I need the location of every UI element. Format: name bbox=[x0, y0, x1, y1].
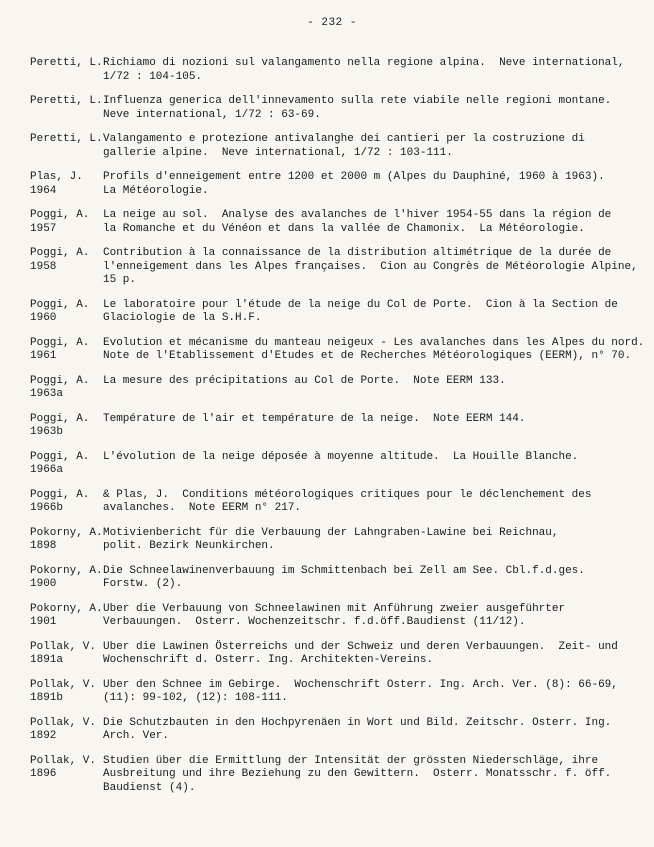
entry-author-year bbox=[30, 375, 103, 402]
entry-year: 1901 bbox=[30, 616, 57, 628]
entry-author-year bbox=[30, 57, 103, 84]
bibliography-entry bbox=[30, 679, 634, 706]
entry-year: 1900 bbox=[30, 578, 57, 590]
entry-author-year bbox=[30, 337, 103, 364]
bibliography-entry bbox=[30, 527, 634, 554]
entry-line: Wochenschrift d. Osterr. Ing. Architekten-Vereins. bbox=[103, 654, 434, 666]
entry-author: Pokorny, A. bbox=[30, 564, 103, 577]
entry-year: 1891a bbox=[30, 654, 64, 666]
entry-author-year bbox=[30, 717, 103, 744]
entry-author-year bbox=[30, 679, 103, 706]
entry-line: Le laboratoire pour l'étude de la neige du Col de Porte. Cion à la Section de bbox=[103, 298, 618, 311]
entry-author: Pollak, V. bbox=[30, 678, 97, 691]
entry-line: polit. Bezirk Neunkirchen. bbox=[103, 540, 275, 552]
entry-line: la Romanche et du Vénéon et dans la vallée de Chamonix. La Météorologie. bbox=[103, 222, 585, 235]
entry-author: Poggi, A. bbox=[30, 450, 90, 463]
entry-line: Profils d'enneigement entre 1200 et 2000 m (Alpes du Dauphiné, 1960 à 1963). bbox=[103, 171, 605, 183]
bibliography-entry bbox=[30, 565, 634, 592]
entry-author: Pokorny, A. bbox=[30, 526, 103, 539]
entry-line: 15 p. bbox=[103, 274, 137, 286]
entry-text bbox=[103, 489, 634, 516]
entry-author: Pollak, V. bbox=[30, 640, 97, 653]
entry-line: Ausbreitung und ihre Beziehung zu den Gewittern. Osterr. Monatsschr. f. öff. bbox=[103, 768, 612, 780]
entry-text bbox=[103, 95, 634, 122]
bibliography-entry bbox=[30, 489, 634, 516]
entry-author: Poggi, A. bbox=[30, 374, 90, 387]
entry-text bbox=[103, 603, 634, 630]
bibliography-entry bbox=[30, 133, 634, 160]
entry-author-year bbox=[30, 209, 103, 236]
entry-line: 1/72 : 104-105. bbox=[103, 70, 203, 83]
entry-author: Peretti, L. bbox=[30, 133, 103, 145]
entry-author: Poggi, A. bbox=[30, 488, 90, 501]
entry-line: (11): 99-102, (12): 108-111. bbox=[103, 692, 288, 704]
entry-line: & Plas, J. Conditions météorologiques critiques pour le déclenchement des bbox=[103, 488, 592, 501]
entry-author: Pollak, V. bbox=[30, 754, 97, 767]
bibliography-entry bbox=[30, 247, 638, 288]
entry-line: Verbauungen. Osterr. Wochenzeitschr. f.d.öff.Baudienst (11/12). bbox=[103, 616, 526, 628]
entry-text bbox=[103, 171, 634, 198]
entry-line: Forstw. (2). bbox=[103, 578, 183, 590]
entry-text bbox=[103, 375, 634, 402]
entry-author-year bbox=[30, 603, 103, 630]
bibliography-entry bbox=[30, 717, 634, 744]
entry-line: gallerie alpine. Neve international, 1/72 : 103-111. bbox=[103, 146, 453, 159]
entry-line: avalanches. Note EERM n° 217. bbox=[103, 502, 302, 514]
entry-author-year bbox=[30, 299, 103, 326]
entry-text bbox=[103, 133, 634, 160]
entry-line: La Météorologie. bbox=[103, 184, 209, 197]
entry-year: 1964 bbox=[30, 184, 57, 197]
entry-author: Pollak, V. bbox=[30, 716, 97, 729]
bibliography-entry bbox=[30, 641, 634, 668]
entry-author: Poggi, A. bbox=[30, 412, 90, 425]
entry-author-year bbox=[30, 95, 103, 122]
bibliography-list bbox=[30, 57, 645, 795]
page-number: - 232 - bbox=[307, 17, 357, 29]
entry-line: Température de l'air et température de la neige. Note EERM 144. bbox=[103, 412, 526, 425]
entry-author-year bbox=[30, 171, 103, 198]
entry-line: Uber den Schnee im Gebirge. Wochenschrift Osterr. Ing. Arch. Ver. (8): 66-69, bbox=[103, 678, 618, 691]
entry-line: Richiamo di nozioni sul valangamento nella regione alpina. Neve international, bbox=[103, 57, 625, 69]
entry-line: Neve international, 1/72 : 63-69. bbox=[103, 108, 321, 121]
bibliography-entry bbox=[30, 413, 634, 440]
entry-author: Pokorny, A. bbox=[30, 602, 103, 615]
bibliography-entry bbox=[30, 755, 634, 796]
entry-year: 1966a bbox=[30, 464, 64, 476]
entry-text bbox=[103, 247, 638, 288]
entry-year: 1892 bbox=[30, 730, 57, 742]
entry-year: 1963b bbox=[30, 426, 64, 438]
bibliography-entry bbox=[30, 603, 634, 630]
entry-year: 1957 bbox=[30, 222, 57, 235]
entry-author: Poggi, A. bbox=[30, 209, 90, 221]
bibliography-entry bbox=[30, 299, 634, 326]
entry-line: Note de l'Etablissement d'Etudes et de Recherches Météorologiques (EERM), n° 70. bbox=[103, 350, 632, 362]
entry-line: Arch. Ver. bbox=[103, 730, 170, 742]
entry-author: Plas, J. bbox=[30, 171, 83, 183]
entry-author: Peretti, L. bbox=[30, 57, 103, 69]
entry-author-year bbox=[30, 451, 103, 478]
entry-line: Baudienst (4). bbox=[103, 781, 196, 794]
entry-text bbox=[103, 413, 634, 440]
entry-year: 1898 bbox=[30, 540, 57, 552]
entry-line: Evolution et mécanisme du manteau neigeux - Les avalanches dans les Alpes du nord. bbox=[103, 336, 645, 349]
bibliography-entry bbox=[30, 171, 634, 198]
bibliography-entry bbox=[30, 451, 634, 478]
entry-year: 1891b bbox=[30, 692, 64, 704]
entry-text bbox=[103, 451, 634, 478]
entry-year: 1966b bbox=[30, 502, 64, 514]
entry-author: Poggi, A. bbox=[30, 247, 90, 259]
bibliography-entry bbox=[30, 95, 634, 122]
entry-author: Peretti, L. bbox=[30, 95, 103, 107]
entry-year: 1896 bbox=[30, 768, 57, 780]
entry-line: Uber die Lawinen Österreichs und der Schweiz und deren Verbauungen. Zeit- und bbox=[103, 640, 618, 653]
entry-text bbox=[103, 527, 634, 554]
entry-text bbox=[103, 679, 634, 706]
bibliography-entry bbox=[30, 336, 645, 364]
entry-author-year bbox=[30, 247, 103, 288]
entry-text bbox=[103, 336, 645, 364]
entry-line: Die Schneelawinenverbauung im Schmittenbach bei Zell am See. Cbl.f.d.ges. bbox=[103, 564, 585, 577]
entry-author-year bbox=[30, 489, 103, 516]
entry-year: 1963a bbox=[30, 388, 64, 400]
bibliography-entry bbox=[30, 57, 634, 84]
entry-line: Studien über die Ermittlung der Intensität der grössten Niederschläge, ihre bbox=[103, 754, 599, 767]
entry-text bbox=[103, 209, 634, 236]
entry-line: Glaciologie de la S.H.F. bbox=[103, 312, 262, 324]
entry-line: Motivienbericht für die Verbauung der Lahngraben-Lawine bei Reichnau, bbox=[103, 526, 559, 539]
entry-text bbox=[103, 57, 634, 84]
entry-text bbox=[103, 641, 634, 668]
bibliography-entry bbox=[30, 375, 634, 402]
entry-author-year bbox=[30, 565, 103, 592]
entry-year: 1960 bbox=[30, 312, 57, 324]
entry-line: Die Schutzbauten in den Hochpyrenäen in Wort und Bild. Zeitschr. Osterr. Ing. bbox=[103, 716, 612, 729]
entry-line: La mesure des précipitations au Col de Porte. Note EERM 133. bbox=[103, 374, 506, 387]
entry-line: l'enneigement dans les Alpes françaises. Cion au Congrès de Météorologie Alpine, bbox=[103, 260, 638, 273]
entry-line: L'évolution de la neige déposée à moyenne altitude. La Houille Blanche. bbox=[103, 450, 579, 463]
bibliography-entry bbox=[30, 209, 634, 236]
entry-author-year bbox=[30, 641, 103, 668]
entry-author-year bbox=[30, 413, 103, 440]
entry-author-year bbox=[30, 133, 103, 160]
entry-author-year bbox=[30, 755, 103, 796]
entry-line: Valangamento e protezione antivalanghe dei cantieri per la costruzione di bbox=[103, 133, 585, 145]
entry-author: Poggi, A. bbox=[30, 298, 90, 311]
entry-text bbox=[103, 717, 634, 744]
entry-text bbox=[103, 299, 634, 326]
entry-line: Uber die Verbauung von Schneelawinen mit Anführung zweier ausgeführter bbox=[103, 602, 566, 615]
entry-line: Influenza generica dell'innevamento sulla rete viabile nelle regioni montane. bbox=[103, 95, 612, 107]
entry-line: La neige au sol. Analyse des avalanches de l'hiver 1954-55 dans la région de bbox=[103, 209, 612, 221]
entry-year: 1961 bbox=[30, 350, 57, 362]
entry-line: Contribution à la connaissance de la distribution altimétrique de la durée de bbox=[103, 247, 612, 259]
entry-text bbox=[103, 565, 634, 592]
entry-author-year bbox=[30, 527, 103, 554]
entry-year: 1958 bbox=[30, 260, 57, 273]
entry-text bbox=[103, 755, 634, 796]
entry-author: Poggi, A. bbox=[30, 336, 90, 349]
